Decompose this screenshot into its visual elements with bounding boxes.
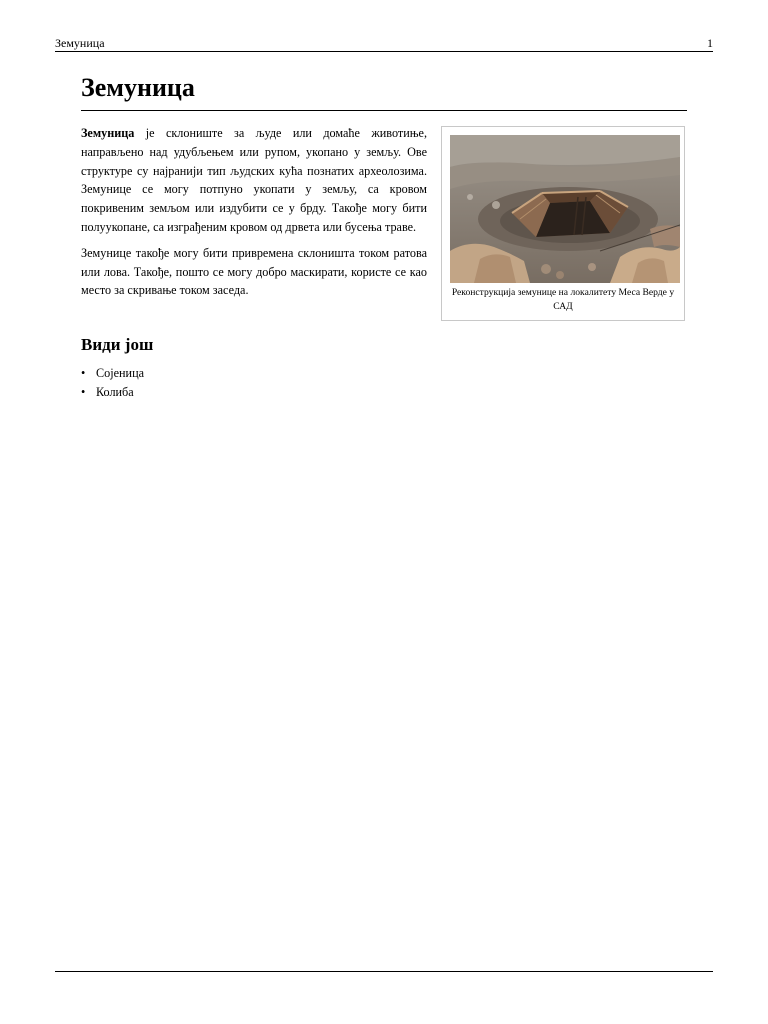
article-body: [81, 124, 427, 307]
see-also-link[interactable]: Сојеница: [96, 366, 144, 380]
article-term: Земуница: [81, 126, 135, 140]
see-also-list: [81, 364, 144, 402]
list-item: [81, 383, 144, 402]
pithouse-photo[interactable]: [450, 135, 680, 283]
paragraph-1: [81, 124, 427, 237]
figure-box: [441, 126, 685, 321]
footer-rule: [55, 971, 713, 972]
paragraph-1-text: је склониште за људе или домаће животиње, направљено над удубљењем или рупом, укопано у земљу. Ове структуре су најранији тип људских кућа познатих археолозима. Земунице се могу потпуно укопати у земљу, са кровом покривеним земљом или издубити се у брду. Такође могу бити полуукопане, са изграђеним кровом од дрвета или бусења траве.: [81, 126, 427, 234]
see-also-link[interactable]: Колиба: [96, 385, 134, 399]
running-header: [55, 36, 713, 52]
running-title: Земуница: [55, 36, 105, 50]
bullet-icon: •: [81, 385, 86, 399]
paragraph-2: Земунице такође могу бити привремена склоништа током ратова или лова. Такође, пошто се могу добро маскирати, користе се као место за скривање током заседа.: [81, 245, 427, 298]
bullet-icon: •: [81, 366, 86, 380]
article-title: Земуница: [81, 72, 687, 111]
figure-caption: Реконструкција земунице на локалитету Меса Верде у САД: [451, 287, 675, 312]
section-heading-see-also: Види још: [81, 335, 154, 354]
list-item: [81, 364, 144, 383]
page-number: 1: [707, 36, 713, 50]
